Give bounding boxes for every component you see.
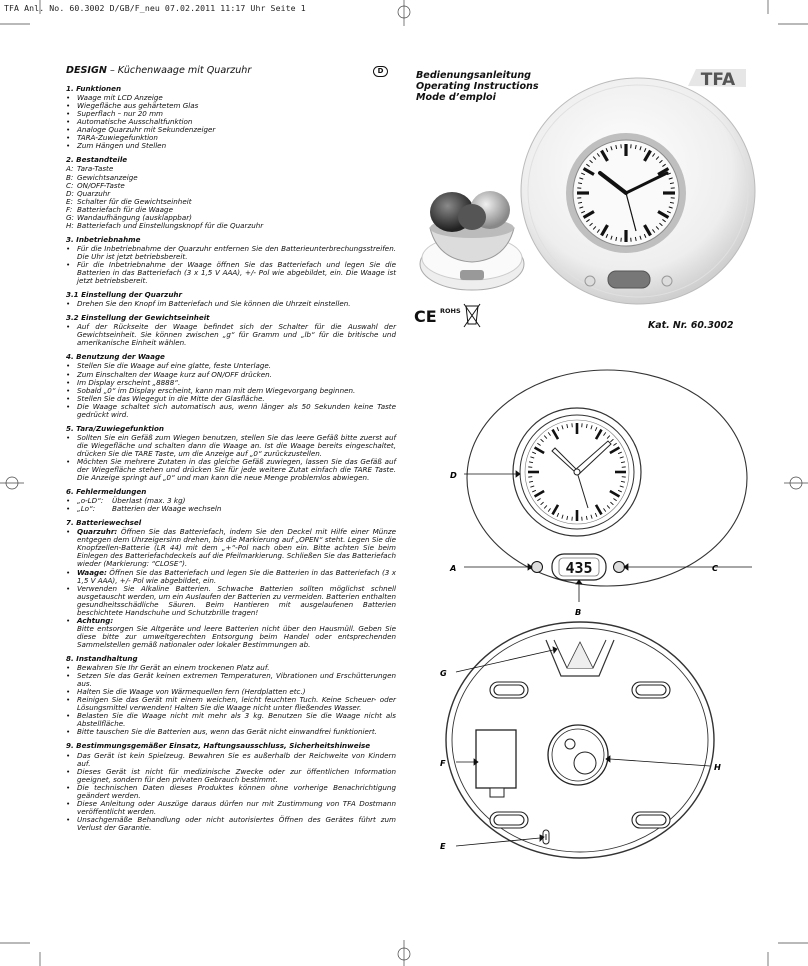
bullet-list [66, 362, 396, 418]
section-sicherheit [66, 742, 396, 832]
section-heading: 3.2 Einstellung der Gewichtseinheit [66, 313, 210, 323]
list-item: • Die technischen Daten dieses Produktes können ohne vorherige Benachrichtigung geändert werden. [66, 784, 396, 800]
list-item: • Reinigen Sie das Gerät mit einem weichen, leicht feuchten Tuch. Keine Scheuer- oder Lösungsmittel verwenden! Halten Sie die Waage nicht unter fließendes Wasser. [66, 696, 396, 712]
section-heading: 9. Bestimmungsgemäßer Einsatz, Haftungsausschluss, Sicherheitshinweise [66, 741, 371, 751]
product-photo [410, 78, 760, 310]
manual-header-line: Bedienungsanleitung [416, 70, 532, 81]
bullet-list [66, 664, 396, 736]
list-item: • Automatische Ausschaltfunktion [66, 118, 396, 126]
tara-key-icon [532, 562, 543, 573]
section-quarzuhr [66, 291, 396, 308]
bullet-list [66, 752, 396, 832]
section-heading: 3.1 Einstellung der Quarzuhr [66, 290, 183, 300]
list-item: • Verwenden Sie Alkaline Batterien. Schwache Batterien sollten möglichst schnell ausgetauscht werden, um ein Auslaufen der Batterien zu vermeiden. Batterien enthalten gesundheitsschädliche Säuren. Beim Hantieren mit ausgelaufenen Batterien beschichtete Handschuhe und Schutzbrille tragen! [66, 585, 396, 617]
item-text: Bitte entsorgen Sie Altgeräte und leere Batterien nicht über den Hausmüll. Geben Sie diese bitte zur umweltgerechten Entsorgung beim Handel oder entsprechenden Sammelstellen gemäß nationaler oder lokaler Bestimmungen ab. [77, 623, 396, 649]
section-heading: 2. Bestandteile [66, 155, 128, 165]
front-diagram [450, 368, 760, 620]
list-item: • Zum Einschalten der Waage kurz auf ON/OFF drücken. [66, 371, 396, 379]
bullet-list [66, 245, 396, 285]
list-item [66, 528, 396, 568]
print-slug: TFA Anl. No. 60.3002 D/GB/F_neu 07.02.2011 11:17 Uhr Seite 1 [4, 3, 306, 13]
part-text: Schalter für die Gewichtseinheit [77, 196, 192, 206]
label-d: D [450, 470, 457, 480]
section-heading: 3. Inbetriebnahme [66, 234, 141, 244]
item-label: Achtung: [77, 615, 114, 625]
label-g: G [440, 668, 447, 678]
onoff-button-photo [662, 276, 672, 286]
list-item: • Drehen Sie den Knopf im Batteriefach und Sie können die Uhrzeit einstellen. [66, 300, 396, 308]
compliance-marks [414, 300, 484, 330]
document-title [66, 67, 396, 75]
list-item [66, 617, 396, 649]
list-item: • Setzen Sie das Gerät keinen extremen Temperaturen, Vibrationen und Erschütterungen aus. [66, 672, 396, 688]
item-label: Quarzuhr: [77, 527, 118, 537]
display-value: 435 [565, 559, 593, 577]
label-c: C [712, 563, 719, 573]
list-item: • Auf der Rückseite der Waage befindet sich der Schalter für die Auswahl der Gewichtseinheit. Sie können zwischen „g“ für Gramm und „lb“ für die britische und amerikanische Einheit wählen. [66, 323, 396, 347]
list-item: • Waage mit LCD Anzeige [66, 94, 396, 102]
part-key: B: [66, 172, 74, 182]
error-text: Überlast (max. 3 kg) [112, 496, 186, 506]
list-item: • Bewahren Sie Ihr Gerät an einem trockenen Platz auf. [66, 664, 396, 672]
section-gewichtseinheit [66, 314, 396, 347]
manual-header-line: Mode d’emploi [416, 92, 496, 103]
section-instandhaltung [66, 655, 396, 736]
catalog-number: Kat. Nr. 60.3002 [648, 320, 734, 331]
error-list [66, 497, 396, 513]
title-main: DESIGN [66, 65, 107, 76]
scale-display [608, 271, 650, 288]
list-item: • Belasten Sie die Waage nicht mit mehr als 3 kg. Benutzen Sie die Waage nicht als Abstellfläche. [66, 712, 396, 728]
section-tara [66, 425, 396, 482]
bullet-list [66, 528, 396, 649]
section-heading: 7. Batteriewechsel [66, 518, 142, 528]
list-item: • Wiegefläche aus gehärtetem Glas [66, 102, 396, 110]
brand-text: TFA [700, 70, 736, 90]
label-e: E [440, 841, 446, 851]
rohs-mark: ROHS [440, 307, 461, 315]
part-text: Gewichtsanzeige [77, 172, 138, 182]
part-key: A: [66, 164, 74, 174]
list-item: • Möchten Sie mehrere Zutaten in das gleiche Gefäß zuwiegen, lassen Sie das Gefäß auf der Wiegefläche stehen und drücken Sie für jede weitere Zutat einfach die TARE Taste. Die Anzeige springt auf „0“ und man kann die neue Menge problemlos abwiegen. [66, 458, 396, 482]
list-item [66, 569, 396, 585]
list-item: • Unsachgemäße Behandlung oder nicht autorisiertes Öffnen des Gerätes führt zum Verlust der Garantie. [66, 816, 396, 832]
label-h: H [714, 762, 721, 772]
section-heading: 5. Tara/Zuwiegefunktion [66, 423, 164, 433]
section-heading: 4. Benutzung der Waage [66, 352, 165, 362]
part-text: Batteriefach und Einstellungsknopf für die Quarzuhr [77, 220, 264, 230]
ce-mark: CE [414, 307, 437, 326]
part-key: E: [66, 196, 73, 206]
part-key: H: [66, 220, 74, 230]
list-item: • Für die Inbetriebnahme der Waage öffnen Sie das Batteriefach und legen Sie die Batterien in das Batteriefach (3 x 1,5 V AAA), +/- Pol wie abgebildet, ein. Die Waage ist jetzt betriebsbereit. [66, 261, 396, 285]
error-code: „o-LD“: [77, 496, 104, 506]
item-text: Öffnen Sie das Batteriefach, indem Sie den Deckel mit Hilfe einer Münze entgegen dem Uhrzeigersinn drehen, bis die Markierung auf „OPEN“ steht. Legen Sie die Knopfzellen-Batterie (LR 44) mit dem „+“-Pol nach oben ein. Bitte achten Sie beim Einlegen des Batteriefachdeckels auf die Pfeilmarkierung. Schließen Sie das Batteriefach wieder (Markierung: “CLOSE”). [77, 527, 396, 569]
section-batteriewechsel [66, 519, 396, 649]
list-item: • Für die Inbetriebnahme der Quarzuhr entfernen Sie den Batterieunterbrechungsstreifen. Die Uhr ist jetzt betriebsbereit. [66, 245, 396, 261]
part-text: Tara-Taste [77, 164, 114, 174]
section-heading: 6. Fehlermeldungen [66, 487, 147, 497]
label-a: A [450, 563, 457, 573]
list-item: • Das Gerät ist kein Spielzeug. Bewahren Sie es außerhalb der Reichweite von Kindern auf. [66, 752, 396, 768]
section-fehler [66, 488, 396, 513]
list-item: • Sobald „0“ im Display erscheint, kann man mit dem Wiegevorgang beginnen. [66, 387, 396, 395]
parts-list [66, 165, 396, 229]
section-bestandteile [66, 156, 396, 229]
section-heading: 8. Instandhaltung [66, 654, 138, 663]
section-heading: 1. Funktionen [66, 84, 122, 94]
list-item: • Die Waage schaltet sich automatisch aus, wenn länger als 50 Sekunden keine Taste gedrückt wird. [66, 403, 396, 419]
label-f: F [440, 758, 446, 768]
list-item: • Dieses Gerät ist nicht für medizinische Zwecke oder zur öffentlichen Information geeignet, sondern für den privaten Gebrauch bestimmt. [66, 768, 396, 784]
section-inbetriebnahme [66, 236, 396, 285]
bullet-list [66, 323, 396, 347]
list-item: • Halten Sie die Waage von Wärmequellen fern (Herdplatten etc.) [66, 688, 396, 696]
bullet-list [66, 94, 396, 150]
bullet-list [66, 434, 396, 482]
list-item: • Sollten Sie ein Gefäß zum Wiegen benutzen, stellen Sie das leere Gefäß bitte zuerst auf die Wiegefläche und schalten dann die Waage an. Ist die Waage bereits eingeschaltet, drücken Sie die TARE Taste, um die Anzeige auf „0“ zurückzustellen. [66, 434, 396, 458]
weee-bin-icon [464, 304, 480, 327]
list-item: • Bitte tauschen Sie die Batterien aus, wenn das Gerät nicht einwandfrei funktioniert. [66, 728, 396, 736]
item-text: Öffnen Sie das Batteriefach und legen Sie die Batterien in das Batteriefach (3 x 1,5 V AAA), +/- Pol wie abgebildet, ein. [77, 567, 396, 585]
section-benutzung [66, 353, 396, 418]
error-item [66, 505, 396, 513]
list-item: • TARA-Zuwiegefunktion [66, 134, 396, 142]
list-item: • Analoge Quarzuhr mit Sekundenzeiger [66, 126, 396, 134]
language-badge: D [373, 66, 388, 77]
error-text: Batterien der Waage wechseln [112, 504, 222, 514]
part-key: F: [66, 204, 73, 214]
manual-header-line: Operating Instructions [416, 81, 539, 92]
scale-battery-compartment [476, 730, 516, 788]
item-label: Waage: [77, 567, 107, 577]
label-b: B [575, 607, 582, 617]
part-key: G: [66, 212, 74, 222]
part-text: Quarzuhr [77, 188, 111, 198]
list-item: • Im Display erscheint „8888“. [66, 379, 396, 387]
part-text: Batteriefach für die Waage [77, 204, 173, 214]
onoff-key-icon [614, 562, 625, 573]
list-item: • Stellen Sie die Waage auf eine glatte, feste Unterlage. [66, 362, 396, 370]
error-code: „Lo“: [77, 504, 96, 514]
tara-button-photo [585, 276, 595, 286]
list-item: • Zum Hängen und Stellen [66, 142, 396, 150]
part-item [66, 222, 396, 230]
back-diagram [436, 620, 756, 868]
list-item: • Superflach – nur 20 mm [66, 110, 396, 118]
part-text: Wandaufhängung (ausklappbar) [77, 212, 192, 222]
part-key: C: [66, 180, 74, 190]
instructions-column [66, 67, 396, 838]
part-text: ON/OFF-Taste [77, 180, 125, 190]
title-sub: – Küchenwaage mit Quarzuhr [106, 65, 252, 76]
section-funktionen [66, 85, 396, 150]
part-key: D: [66, 188, 74, 198]
list-item: • Stellen Sie das Wiegegut in die Mitte der Glasfläche. [66, 395, 396, 403]
bullet-list [66, 300, 396, 308]
part-item [66, 182, 396, 190]
list-item: • Diese Anleitung oder Auszüge daraus dürfen nur mit Zustimmung von TFA Dostmann veröffentlicht werden. [66, 800, 396, 816]
